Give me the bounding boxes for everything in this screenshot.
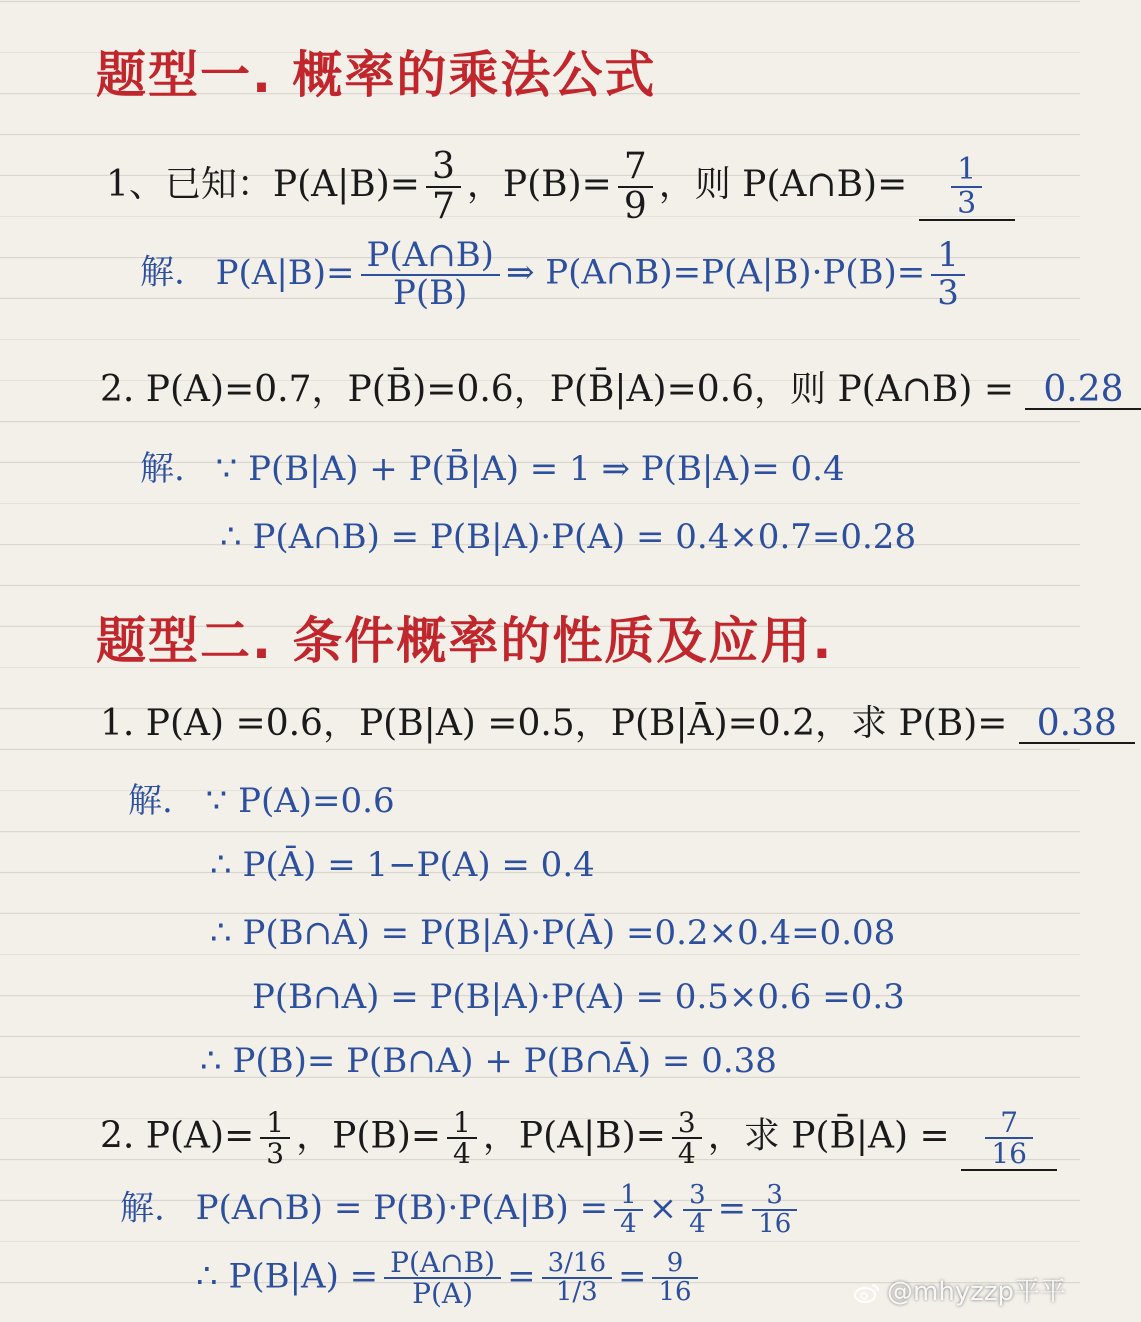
- numerator: 1: [931, 238, 965, 276]
- solution-step: P(A∩B) = P(B)·P(A|B) =: [195, 1188, 609, 1229]
- s1-solution1: [140, 235, 971, 313]
- denominator: P(A): [412, 1277, 474, 1311]
- fraction: [672, 1108, 702, 1169]
- times-sign: ×: [648, 1188, 678, 1229]
- equals-sign: =: [507, 1256, 536, 1297]
- s2-solution1-line1: [128, 781, 395, 821]
- denominator: 3: [957, 185, 977, 221]
- s2-solution1-line4: P(B∩A) = P(B|A)·P(A) = 0.5×0.6 =0.3: [252, 977, 905, 1017]
- fraction: [683, 1182, 712, 1239]
- s1-q1-text: 1、已知：P(A|B)=: [106, 163, 420, 205]
- fraction: [447, 1108, 477, 1169]
- s2-q2-part: ，P(B)=: [296, 1115, 442, 1157]
- answer-blank: [961, 1108, 1057, 1171]
- denominator: P(B): [393, 272, 468, 313]
- s1-s1-lhs: P(A|B)=: [215, 252, 355, 293]
- equals-sign: =: [617, 1256, 647, 1297]
- numerator: 7: [985, 1108, 1033, 1139]
- denominator: 16: [991, 1137, 1027, 1171]
- s2-solution2-line2: [196, 1248, 704, 1309]
- answer-blank: 0.28: [1025, 372, 1141, 410]
- fraction: [542, 1250, 612, 1307]
- fraction: [752, 1182, 797, 1239]
- fraction: [652, 1250, 697, 1307]
- answer-blank: 0.38: [1019, 706, 1135, 744]
- s2-question2: [100, 1108, 1057, 1171]
- numerator: P(A∩B): [361, 238, 500, 276]
- numerator: 1: [447, 1108, 477, 1139]
- denominator: 16: [758, 1209, 792, 1240]
- denominator: 3: [937, 272, 959, 313]
- s2-q2-part: ，求 P(B̄|A) =: [707, 1115, 950, 1157]
- s2-solution2-line1: [120, 1182, 803, 1239]
- numerator: 3: [426, 148, 461, 188]
- solution-label: 解.: [140, 449, 185, 489]
- weibo-logo-icon: [853, 1282, 881, 1304]
- numerator: 3: [672, 1108, 702, 1139]
- denominator: 9: [623, 185, 647, 227]
- solution-step: ∵ P(B|A) + P(B̄|A) = 1 ⇒ P(B|A)= 0.4: [215, 449, 845, 489]
- numerator: P(A∩B): [384, 1248, 501, 1279]
- s1-solution2-line2: ∴ P(A∩B) = P(B|A)·P(A) = 0.4×0.7=0.28: [220, 517, 917, 557]
- numerator: 7: [618, 148, 653, 188]
- denominator: 4: [453, 1137, 471, 1171]
- s2-solution1-line5: ∴ P(B)= P(B∩A) + P(B∩Ā) = 0.38: [200, 1041, 777, 1081]
- fraction: [618, 148, 653, 226]
- watermark-text: @mhyzzp平平: [887, 1277, 1066, 1307]
- s1-q2-text: 2. P(A)=0.7，P(B̄)=0.6，P(B̄|A)=0.6，则 P(A∩B) =: [100, 369, 1014, 410]
- denominator: 3: [266, 1137, 285, 1171]
- denominator: 1/3: [555, 1277, 598, 1308]
- watermark: [853, 1271, 1066, 1308]
- denominator: 7: [431, 185, 455, 227]
- answer-blank: [919, 154, 1015, 221]
- denominator: 4: [620, 1209, 637, 1240]
- denominator: 16: [658, 1277, 692, 1308]
- numerator: 1: [951, 154, 982, 188]
- solution-label: 解.: [120, 1188, 165, 1229]
- answer-fraction: [951, 154, 982, 219]
- numerator: 1: [260, 1108, 290, 1139]
- fraction: [260, 1108, 290, 1169]
- answer-fraction: [985, 1108, 1033, 1169]
- s1-question1: [106, 148, 1015, 226]
- s2-q1-text: 1. P(A) =0.6，P(B|A) =0.5，P(B|Ā)=0.2，求 P(B)=: [100, 703, 1008, 744]
- s1-solution2-line1: [140, 449, 845, 489]
- section1-title: 题型一. 概率的乘法公式: [96, 46, 657, 104]
- equals-sign: =: [717, 1188, 747, 1229]
- fraction: [931, 235, 965, 313]
- s1-s1-rhs: ⇒ P(A∩B)=P(A|B)·P(B)=: [505, 252, 926, 293]
- s1-q1-mid: ，P(B)=: [466, 163, 612, 205]
- s2-question1: [100, 703, 1135, 744]
- fraction: [426, 148, 461, 226]
- solution-label: 解.: [140, 252, 185, 293]
- s2-solution1-line3: ∴ P(B∩Ā) = P(B|Ā)·P(Ā) =0.2×0.4=0.08: [210, 913, 896, 953]
- denominator: 4: [677, 1137, 696, 1171]
- solution-step: ∴ P(B|A) =: [196, 1256, 379, 1297]
- s1-q1-tail: ，则 P(A∩B)=: [658, 163, 908, 205]
- solution-label: 解.: [128, 781, 173, 821]
- s2-q2-part: ，P(A|B)=: [482, 1115, 666, 1157]
- section2-title: 题型二. 条件概率的性质及应用.: [96, 612, 834, 670]
- s1-question2: [100, 369, 1141, 410]
- numerator: 3: [752, 1182, 797, 1211]
- numerator: 3: [683, 1182, 712, 1211]
- numerator: 1: [614, 1182, 643, 1211]
- fraction: [361, 235, 500, 313]
- s2-q2-part: 2. P(A)=: [100, 1115, 255, 1157]
- fraction: [614, 1182, 643, 1239]
- denominator: 4: [689, 1209, 706, 1240]
- solution-step: ∵ P(A)=0.6: [205, 781, 395, 821]
- numerator: 9: [652, 1250, 697, 1279]
- s2-solution1-line2: ∴ P(Ā) = 1−P(A) = 0.4: [210, 845, 595, 885]
- fraction: [384, 1248, 501, 1309]
- numerator: 3/16: [542, 1250, 612, 1279]
